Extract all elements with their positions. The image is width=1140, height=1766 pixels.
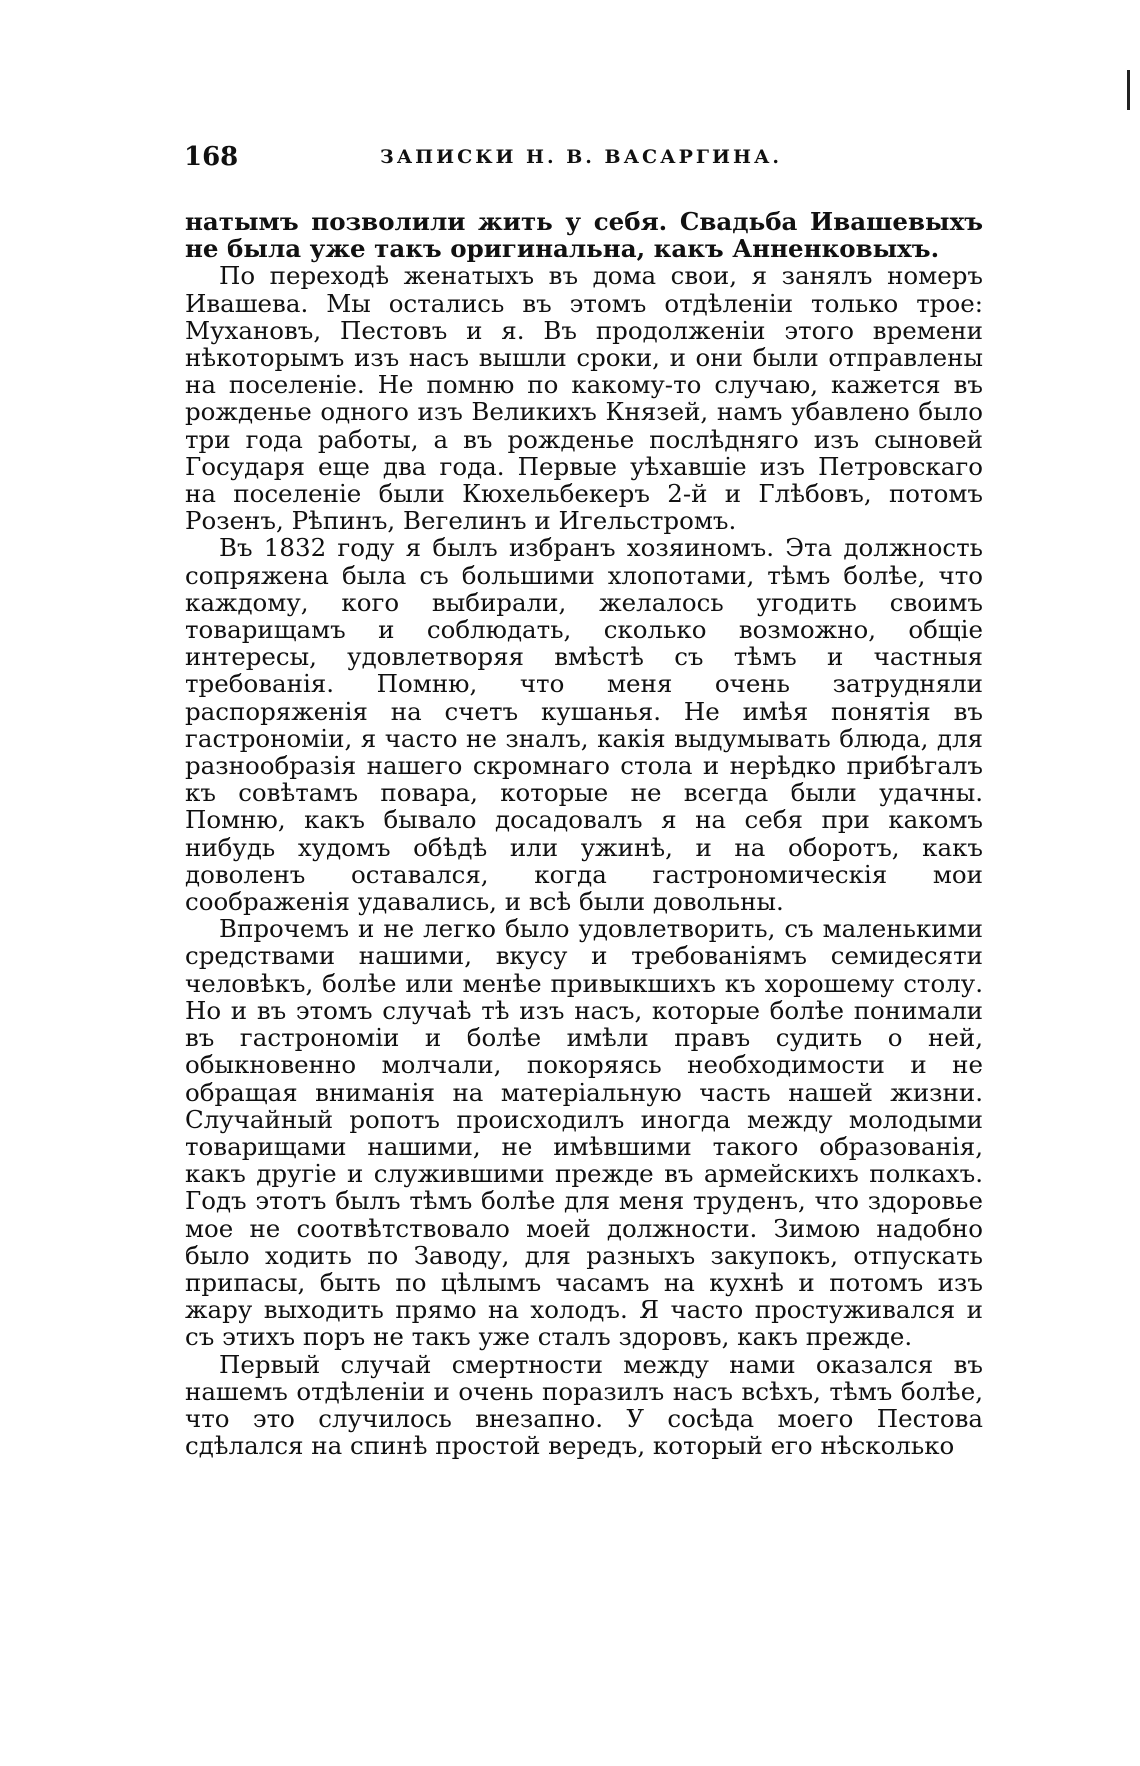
paragraph: Въ 1832 году я былъ избранъ хозяиномъ. Эта должность сопряжена была съ большими хлопотами, тѣмъ болѣе, что каждому, кого выбирали, желалось угодить своимъ товарищамъ и соблюдать, сколько возможно, общіе интересы, удовлетворяя вмѣстѣ съ тѣмъ и частныя требованія. Помню, что меня очень затрудняли распоряженія на счетъ кушанья. Не имѣя понятія въ гастрономіи, я часто не зналъ, какія выдумывать блюда, для разнообразія нашего скромнаго стола и нерѣдко прибѣгалъ къ совѣтамъ повара, которые не всегда были удачны. Помню, какъ бывало досадовалъ я на себя при какомъ нибудь худомъ обѣдѣ или ужинѣ, и на оборотъ, какъ доволенъ оставался, когда гастрономическія мои соображенія удавались, и всѣ были довольны. — [185, 533, 983, 917]
paragraph: Первый случай смертности между нами оказался въ нашемъ отдѣленіи и очень поразилъ насъ всѣхъ, тѣмъ болѣе, что это случилось внезапно. У сосѣда моего Пестова сдѣлался на спинѣ простой вередъ, который его нѣсколько — [185, 1349, 983, 1461]
paragraph-continuation: натымъ позволили жить у себя. Свадьба Ивашевыхъ не была уже такъ оригинальна, какъ Анненковыхъ. — [185, 207, 983, 264]
body-text — [185, 208, 983, 1459]
page-number: 168 — [184, 142, 239, 172]
page-header — [184, 142, 984, 182]
paragraph: Впрочемъ и не легко было удовлетворить, съ маленькими средствами нашими, вкусу и требованіямъ семидесяти человѣкъ, болѣе или менѣе привыкшихъ къ хорошему столу. Но и въ этомъ случаѣ тѣ изъ насъ, которые болѣе понимали въ гастрономіи и болѣе имѣли правъ судить о ней, обыкновенно молчали, покоряясь необходимости и не обращая вниманія на матеріальную часть нашей жизни. Случайный ропотъ происходилъ иногда между молодыми товарищами нашими, не имѣвшими такого образованія, какъ другіе и служившими прежде въ армейскихъ полкахъ. Годъ этотъ былъ тѣмъ болѣе для меня труденъ, что здоровье мое не соотвѣтствовало моей должности. Зимою надобно было ходить по Заводу, для разныхъ закупокъ, отпускать припасы, быть по цѣлымъ часамъ на кухнѣ и потомъ изъ жару выходить прямо на холодъ. Я часто простуживался и съ этихъ поръ не такъ уже сталъ здоровъ, какъ прежде. — [185, 914, 983, 1352]
running-title: ЗАПИСКИ Н. В. ВАСАРГИНА. — [380, 146, 783, 168]
paragraph: По переходѣ женатыхъ въ дома свои, я занялъ номеръ Ивашева. Мы остались въ этомъ отдѣленіи только трое: Мухановъ, Пестовъ и я. Въ продолженіи этого времени нѣкоторымъ изъ насъ вышли сроки, и они были отправлены на поселеніе. Не помню по какому-то случаю, кажется въ рожденье одного изъ Великихъ Князей, намъ убавлено было три года работы, а въ рожденье послѣдняго изъ сыновей Государя еще два года. Первые уѣхавшіе изъ Петровскаго на поселеніе были Кюхельбекеръ 2-й и Глѣбовъ, потомъ Розенъ, Рѣпинъ, Вегелинъ и Игельстромъ. — [185, 261, 983, 536]
scan-edge-mark — [1127, 70, 1130, 110]
